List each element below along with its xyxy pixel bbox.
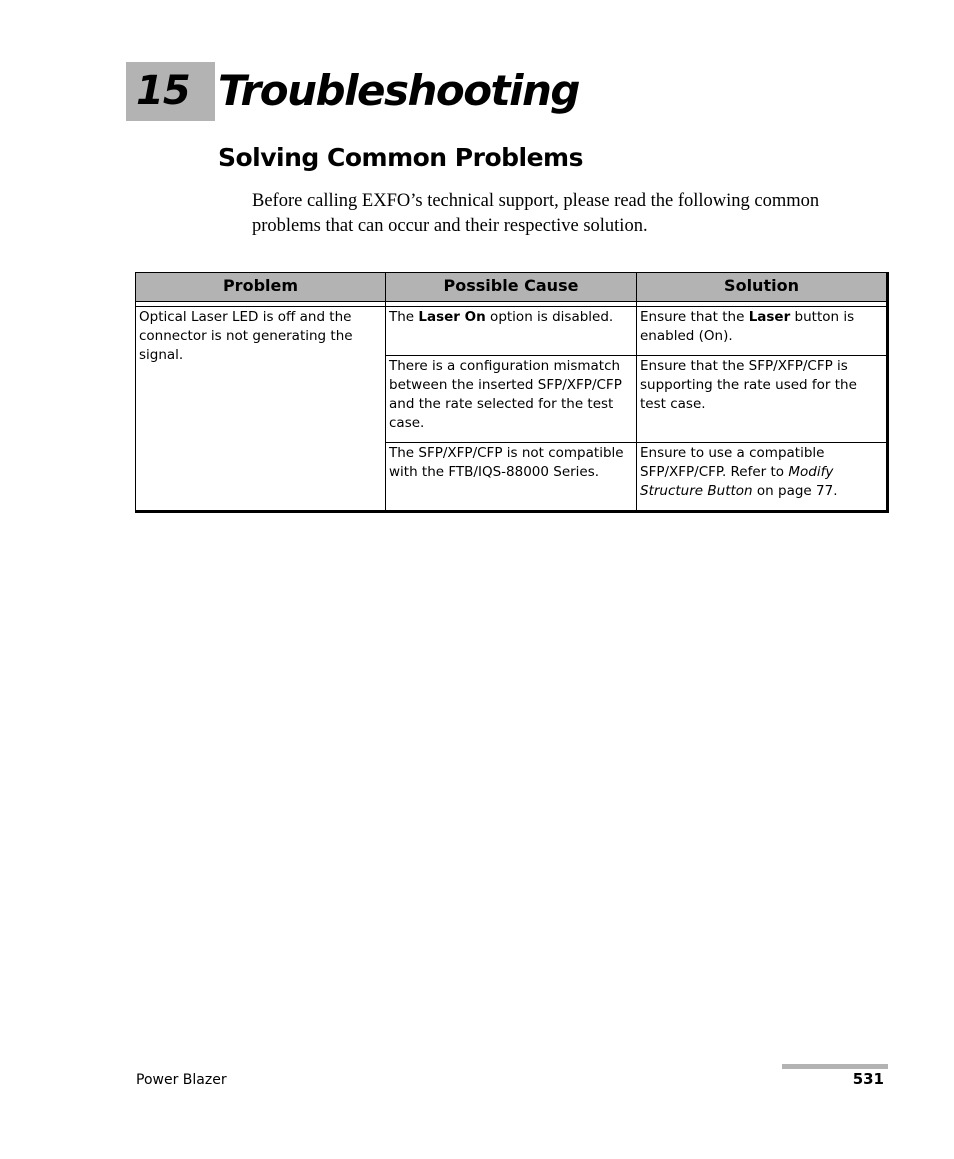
solution-cell: Ensure to use a compatible SFP/XFP/CFP. Refer to Modify Structure Button on page 77.	[637, 443, 888, 512]
cause-cell: There is a configuration mismatch between the inserted SFP/XFP/CFP and the rate selected for the test case.	[386, 356, 637, 443]
troubleshooting-table	[135, 272, 889, 513]
footer-product-name: Power Blazer	[136, 1072, 227, 1088]
solution-cell: Ensure that the Laser button is enabled (On).	[637, 307, 888, 356]
header-possible-cause: Possible Cause	[386, 273, 637, 302]
solution-cell: Ensure that the SFP/XFP/CFP is supporting the rate used for the test case.	[637, 356, 888, 443]
chapter-title: Troubleshooting	[218, 66, 579, 115]
problem-cell: Optical Laser LED is off and the connector is not generating the signal.	[136, 307, 386, 512]
chapter-number: 15	[136, 68, 190, 114]
header-problem: Problem	[136, 273, 386, 302]
intro-paragraph: Before calling EXFO’s technical support, please read the following common problems that can occur and their respective solution.	[252, 191, 820, 236]
cause-cell: The Laser On option is disabled.	[386, 307, 637, 356]
cause-cell: The SFP/XFP/CFP is not compatible with the FTB/IQS-88000 Series.	[386, 443, 637, 512]
page-number: 531	[852, 1070, 884, 1088]
table-header-row	[136, 273, 888, 302]
section-title: Solving Common Problems	[218, 143, 583, 172]
table-row	[136, 307, 888, 356]
cross-reference-link: Modify Structure Button	[640, 464, 834, 499]
header-solution: Solution	[637, 273, 888, 302]
